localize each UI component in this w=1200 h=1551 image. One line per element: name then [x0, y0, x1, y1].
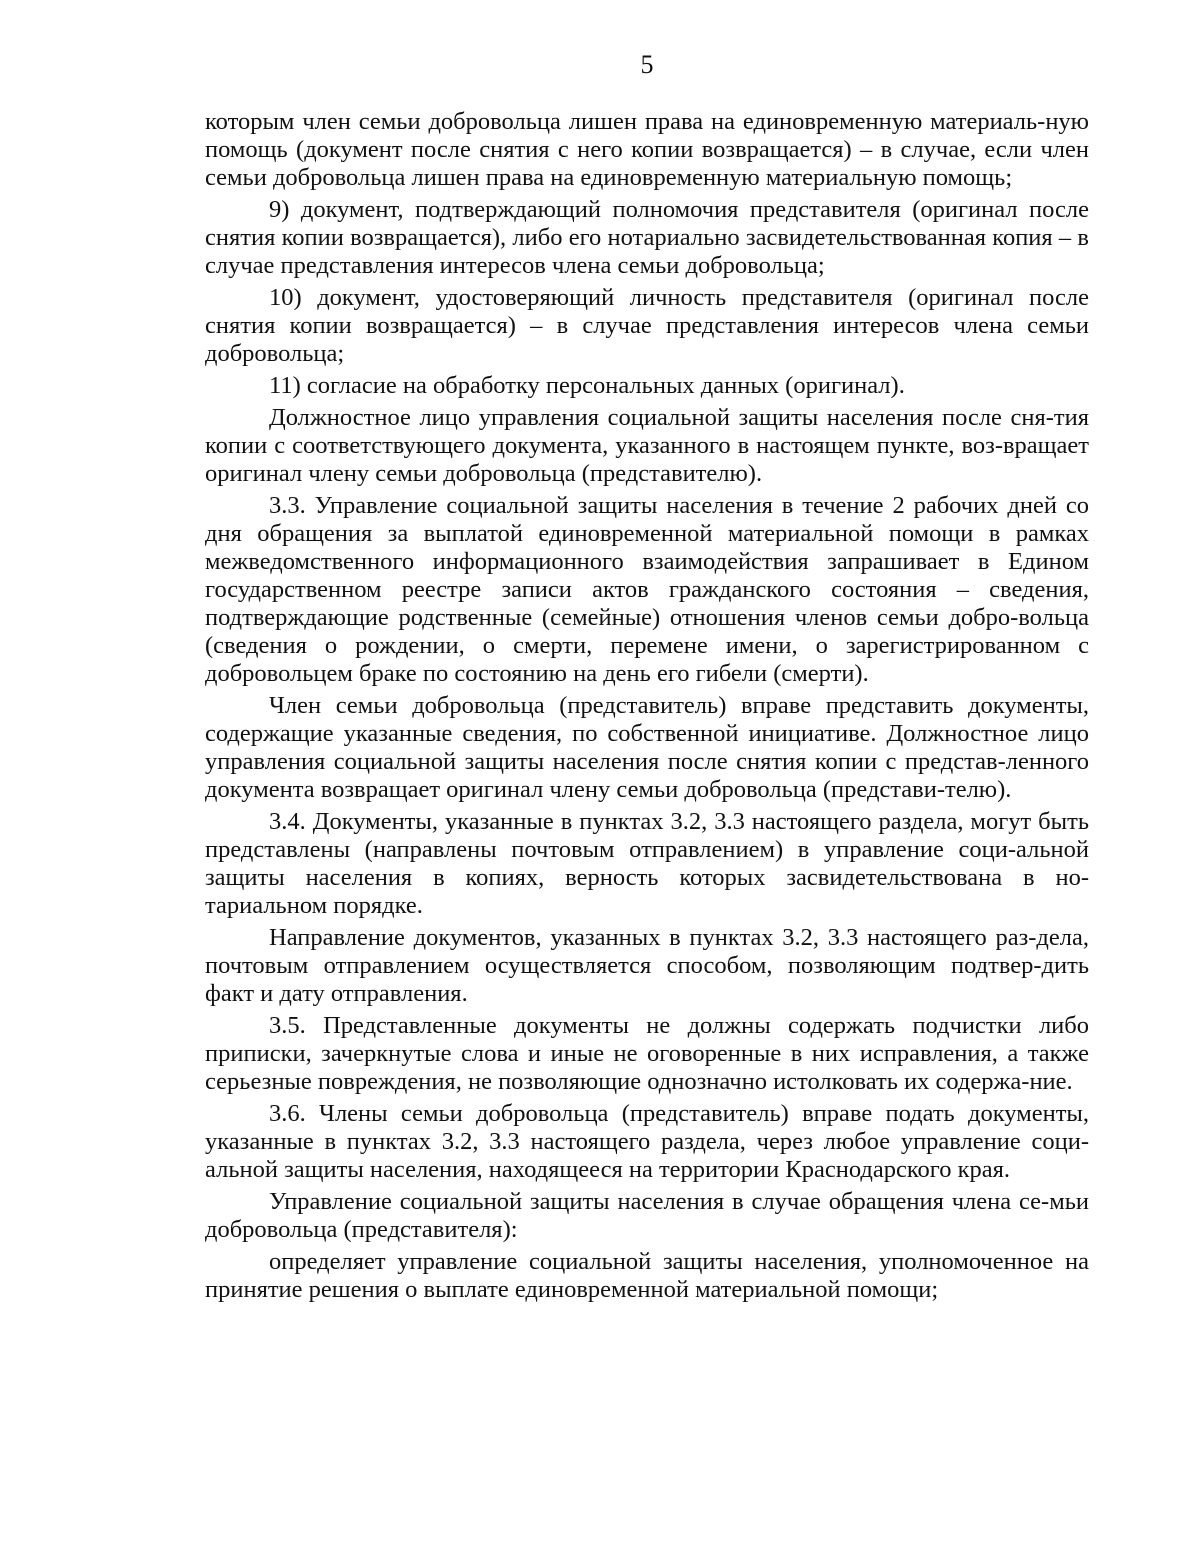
paragraph-3-3: 3.3. Управление социальной защиты населения в течение 2 рабочих дней со дня обращения за выплатой единовременной материальной помощи в рамках межведомственного информационного взаимодействия запрашивает в Едином государственном реестре записи актов гражданского состояния – сведения, подтверждающие родственные (семейные) отношения членов семьи добро-вольца (сведения о рождении, о смерти, перемене имени, о зарегистрированном с добровольцем браке по состоянию на день его гибели (смерти). [205, 492, 1089, 687]
paragraph-family-member-initiative: Член семьи добровольца (представитель) вправе представить документы, содержащие указанные сведения, по собственной инициативе. Должностное лицо управления социальной защиты населения после снятия копии с представ-ленного документа возвращает оригинал члену семьи добровольца (представи-телю). [205, 692, 1089, 803]
paragraph-determines-department: определяет управление социальной защиты населения, уполномоченное на принятие решения о выплате единовременной материальной помощи; [205, 1248, 1089, 1303]
paragraph-item-10: 10) документ, удостоверяющий личность представителя (оригинал после снятия копии возвращается) – в случае представления интересов члена семьи добровольца; [205, 284, 1089, 367]
page-number: 5 [640, 50, 654, 79]
paragraph-item-9: 9) документ, подтверждающий полномочия представителя (оригинал после снятия копии возвращается), либо его нотариально засвидетельствованная копия – в случае представления интересов члена семьи добровольца; [205, 196, 1089, 279]
paragraph-continuation: которым член семьи добровольца лишен права на единовременную материаль-ную помощь (документ после снятия с него копии возвращается) – в случае, если член семьи добровольца лишен права на единовременную материальную помощь; [205, 108, 1089, 191]
paragraph-3-4: 3.4. Документы, указанные в пунктах 3.2, 3.3 настоящего раздела, могут быть представлены (направлены почтовым отправлением) в управление соци-альной защиты населения в копиях, верность которых засвидетельствована в но-тариальном порядке. [205, 808, 1089, 919]
paragraph-official-returns-original: Должностное лицо управления социальной защиты населения после сня-тия копии с соответствующего документа, указанного в настоящем пункте, воз-вращает оригинал члену семьи добровольца (представителю). [205, 404, 1089, 487]
document-body [205, 108, 1089, 1304]
paragraph-3-5: 3.5. Представленные документы не должны содержать подчистки либо приписки, зачеркнутые слова и иные не оговоренные в них исправления, а также серьезные повреждения, не позволяющие однозначно истолковать их содержа-ние. [205, 1012, 1089, 1095]
paragraph-3-6: 3.6. Члены семьи добровольца (представитель) вправе подать документы, указанные в пунктах 3.2, 3.3 настоящего раздела, через любое управление соци-альной защиты населения, находящееся на территории Краснодарского края. [205, 1100, 1089, 1183]
paragraph-department-duties: Управление социальной защиты населения в случае обращения члена се-мьи добровольца (представителя): [205, 1188, 1089, 1243]
paragraph-item-11: 11) согласие на обработку персональных данных (оригинал). [269, 372, 905, 399]
paragraph-postal-delivery: Направление документов, указанных в пунктах 3.2, 3.3 настоящего раз-дела, почтовым отправлением осуществляется способом, позволяющим подтвер-дить факт и дату отправления. [205, 924, 1089, 1007]
